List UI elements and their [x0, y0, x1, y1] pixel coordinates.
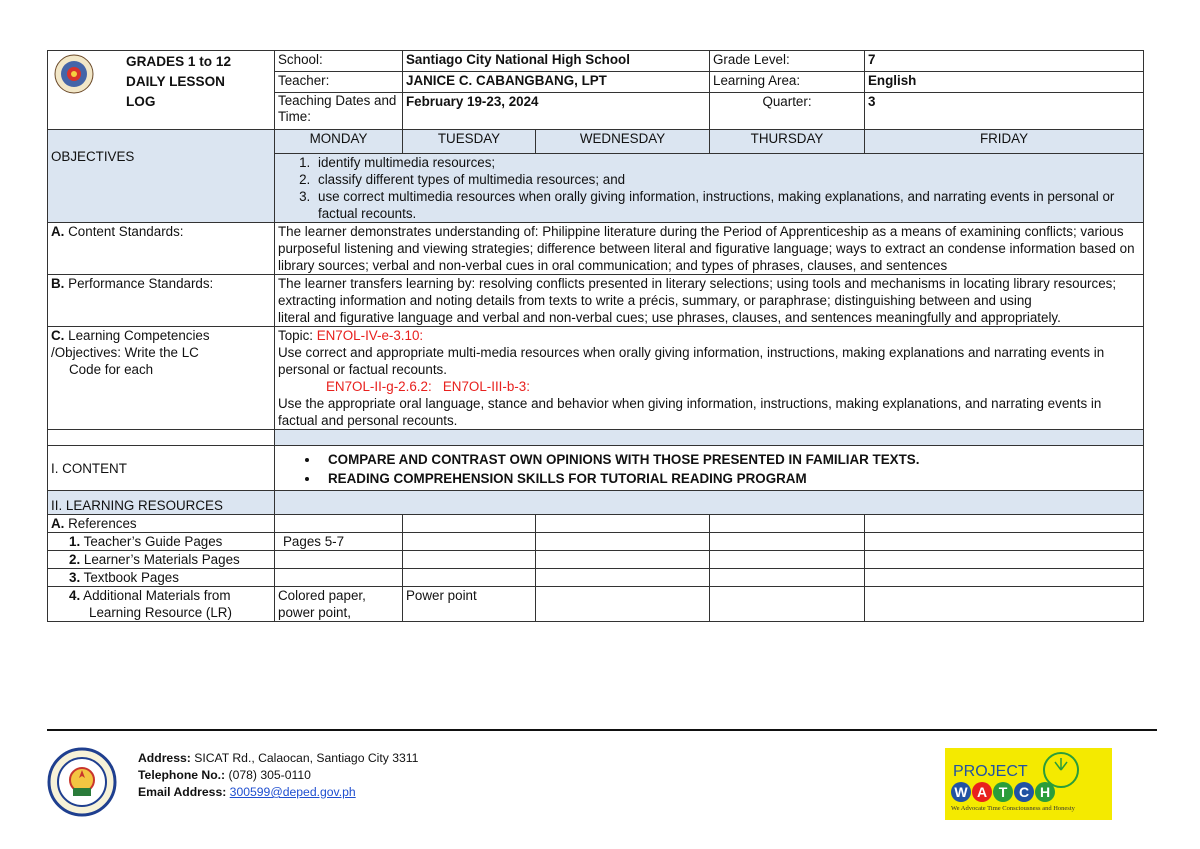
email-label: Email Address: [138, 785, 227, 799]
table-cell [710, 569, 865, 587]
objectives-list-cell [275, 154, 1144, 223]
area-label: Learning Area: [710, 72, 865, 93]
content-item: • COMPARE AND CONTRAST OWN OPINIONS WITH THOSE PRESENTED IN FAMILIAR TEXTS. [320, 450, 1140, 469]
table-cell [865, 515, 1144, 533]
teacher-label: Teacher: [275, 72, 403, 93]
content-label: I. CONTENT [48, 446, 275, 491]
performance-standards-text [275, 275, 1144, 327]
tuesday-cell: Power point [403, 587, 536, 622]
topic-prefix: Topic: [278, 328, 317, 343]
competency-code: EN7OL-III-b-3: [442, 379, 530, 394]
table-cell [865, 569, 1144, 587]
day-tuesday: TUESDAY [403, 130, 536, 154]
competency-text-2: Use the appropriate oral language, stance and behavior when giving information, instructions, making explanations, and narrating events in factual and personal recounts. [278, 396, 1102, 428]
section-letter: C. [51, 328, 65, 343]
tuesday-cell [403, 551, 536, 569]
section-letter: A. [51, 224, 65, 239]
quarter-label: Quarter: [710, 93, 865, 130]
competency-code: EN7OL-IV-e-3.10: [316, 328, 424, 343]
row-number: 2. [69, 552, 81, 567]
log-title [126, 52, 231, 112]
table-cell [536, 515, 710, 533]
day-wednesday: WEDNESDAY [536, 130, 710, 154]
tuesday-cell [403, 569, 536, 587]
table-cell [536, 533, 710, 551]
objective-item: 2. classify different types of multimedia resources; and [314, 171, 1140, 188]
section-letter: A. [51, 516, 65, 531]
content-standards-label [48, 223, 275, 275]
content-item: • READING COMPREHENSION SKILLS FOR TUTORIAL READING PROGRAM [320, 469, 1140, 488]
dates-value: February 19-23, 2024 [403, 93, 710, 130]
monday-cell: Pages 5-7 [275, 533, 403, 551]
performance-standards-label [48, 275, 275, 327]
section-label-line-2: /Objectives: Write the LC [51, 345, 199, 360]
row-number: 4. [69, 588, 81, 603]
table-cell [865, 587, 1144, 622]
references-label [48, 515, 275, 533]
watch-letter: C [1014, 782, 1034, 802]
table-cell [710, 533, 865, 551]
monday-cell [275, 551, 403, 569]
table-cell [865, 533, 1144, 551]
address-line [138, 750, 418, 767]
footer-contact [138, 750, 418, 801]
competencies-text [275, 327, 1144, 430]
resource-row-label [48, 587, 275, 622]
section-label-line-3: Code for each [69, 362, 154, 377]
grade-label: Grade Level: [710, 51, 865, 72]
section-letter: B. [51, 276, 65, 291]
spacer-cell [275, 430, 1144, 446]
address-label: Address: [138, 751, 191, 765]
school-value: Santiago City National High School [403, 51, 710, 72]
header-title-cell [48, 51, 275, 130]
objectives-list [278, 154, 1140, 222]
deped-seal-icon [54, 54, 94, 94]
teacher-value: JANICE C. CABANGBANG, LPT [403, 72, 710, 93]
watch-letter: W [951, 782, 971, 802]
project-watch-logo [945, 748, 1112, 820]
spacer-cell [48, 430, 275, 446]
address-value: SICAT Rd., Calaocan, Santiago City 3311 [190, 751, 419, 765]
table-cell [403, 515, 536, 533]
resources-shade-cell [275, 491, 1144, 515]
table-cell [710, 515, 865, 533]
title-line-1: GRADES 1 to 12 [126, 54, 231, 69]
day-monday: MONDAY [275, 130, 403, 154]
day-friday: FRIDAY [865, 130, 1144, 154]
school-seal-icon [47, 747, 117, 817]
performance-text-part-2: literal and figurative language and verbal and non-verbal cues; use phrases, clauses, and sentences meaningfully and appropriately. [278, 310, 1061, 325]
grade-value: 7 [865, 51, 1144, 72]
monday-cell: Colored paper, power point, [275, 587, 403, 622]
area-value: English [865, 72, 1144, 93]
table-cell [275, 515, 403, 533]
competencies-label [48, 327, 275, 430]
section-label: References [68, 516, 137, 531]
phone-label: Telephone No.: [138, 768, 226, 782]
row-number: 1. [69, 534, 81, 549]
quarter-value: 3 [865, 93, 1144, 130]
row-label: Teacher’s Guide Pages [83, 534, 223, 549]
section-label: Performance Standards: [68, 276, 214, 291]
tuesday-cell [403, 533, 536, 551]
table-cell [710, 551, 865, 569]
resource-row-label [48, 551, 275, 569]
title-line-3: LOG [126, 94, 156, 109]
watch-letter: T [993, 782, 1013, 802]
daily-lesson-log-table [47, 50, 1144, 622]
content-standards-text: The learner demonstrates understanding of: Philippine literature during the Period of Apprenticeship as a means of examining conflicts; various purposeful listening and viewing strategies; difference between literal and figurative language; ways to extract an condense information based on library sources; verbal and non-verbal cues in oral communication; and types of phrases, clauses, and sentences [275, 223, 1144, 275]
objectives-label: OBJECTIVES [48, 130, 275, 223]
monday-cell [275, 569, 403, 587]
watch-letters [951, 782, 1055, 802]
row-label: Learner’s Materials Pages [83, 552, 240, 567]
row-label: Textbook Pages [83, 570, 179, 585]
school-label: School: [275, 51, 403, 72]
resource-row-label [48, 533, 275, 551]
table-cell [536, 551, 710, 569]
topic-line [278, 327, 1140, 344]
project-word: PROJECT [953, 763, 1028, 780]
table-cell [710, 587, 865, 622]
email-line [138, 784, 418, 801]
phone-line [138, 767, 418, 784]
resources-label: II. LEARNING RESOURCES [48, 491, 275, 515]
table-cell [536, 569, 710, 587]
logo-tagline: We Advocate Time Consciousness and Honesty [951, 805, 1075, 812]
watch-letter: A [972, 782, 992, 802]
watch-letter: H [1035, 782, 1055, 802]
section-label: Content Standards: [68, 224, 184, 239]
objective-item: 3. use correct multimedia resources when orally giving information, instructions, making explanations, and narrating events in personal or factual recounts. [314, 188, 1140, 222]
phone-value: (078) 305-0110 [225, 768, 311, 782]
resource-row-label [48, 569, 275, 587]
row-number: 3. [69, 570, 81, 585]
competency-text-1: Use correct and appropriate multi-media resources when orally giving information, instructions, making explanations and narrating events in personal or factual recounts. [278, 345, 1105, 377]
email-link[interactable]: 300599@deped.gov.ph [229, 785, 356, 799]
performance-text-part-1: The learner transfers learning by: resolving conflicts presented in literary selections; using tools and mechanisms in locating library resources; extracting information and noting details from texts to write a précis, summary, or paraphrase; distinguishing between and using [278, 276, 1117, 308]
objective-item: 1. identify multimedia resources; [314, 154, 1140, 171]
dates-label: Teaching Dates and Time: [275, 93, 403, 130]
table-cell [536, 587, 710, 622]
table-cell [865, 551, 1144, 569]
competency-code: EN7OL-II-g-2.6.2: [326, 379, 432, 394]
title-line-2: DAILY LESSON [126, 74, 225, 89]
day-thursday: THURSDAY [710, 130, 865, 154]
row-label-line-2: Learning Resource (LR) [89, 605, 232, 620]
code-line [278, 378, 1140, 395]
row-label: Additional Materials from [83, 588, 231, 603]
content-list-cell [275, 446, 1144, 491]
section-label: Learning Competencies [68, 328, 210, 343]
content-list [278, 450, 1140, 488]
footer-divider [47, 729, 1157, 731]
